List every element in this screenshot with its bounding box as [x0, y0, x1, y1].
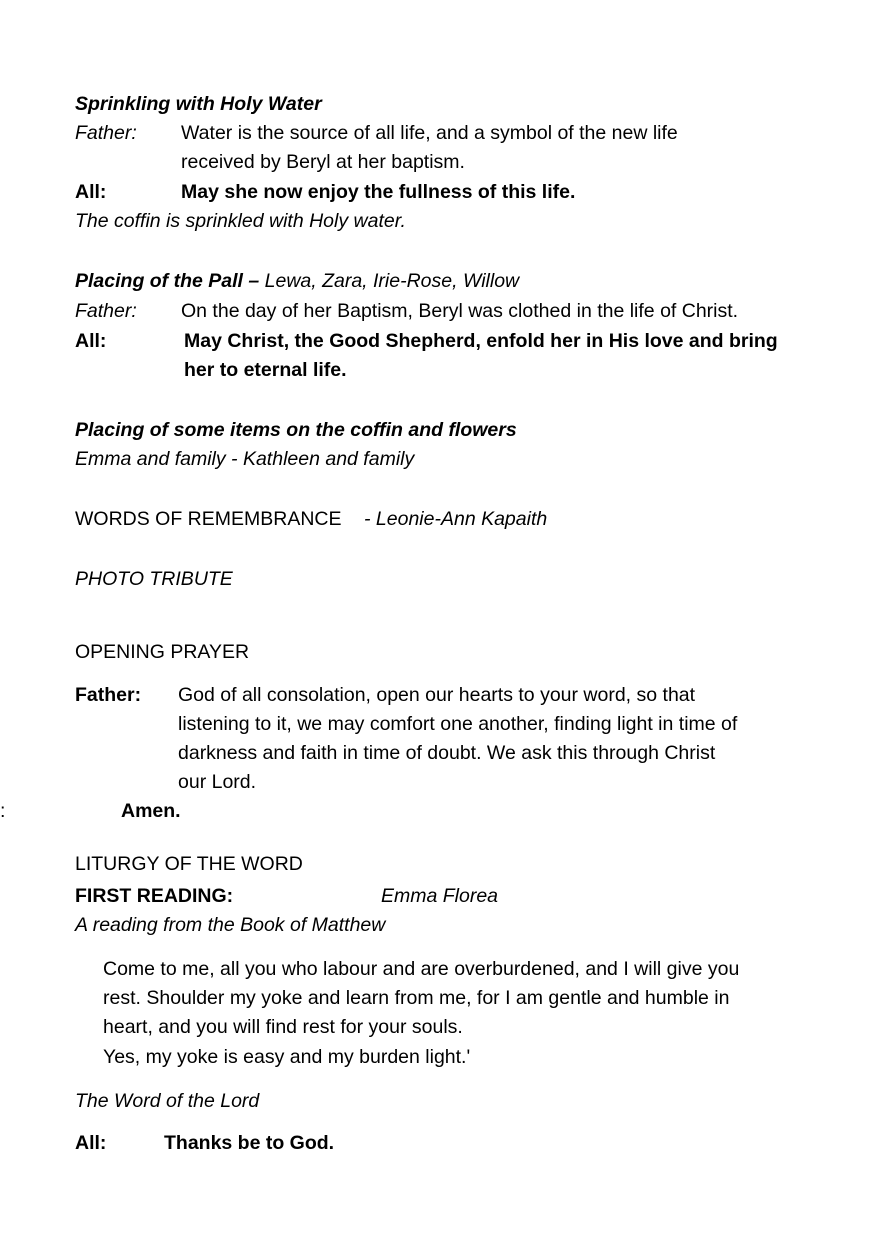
first-reading-label: FIRST READING: — [75, 885, 234, 907]
pall-father-label: Father: — [75, 300, 137, 322]
pall-all-label: All: — [75, 330, 107, 352]
sprinkling-all-label: All: — [75, 181, 107, 203]
pall-heading: Placing of the Pall – — [75, 270, 260, 292]
sprinkling-all-response: May she now enjoy the fullness of this life. — [181, 181, 576, 203]
pall-all-line-1: May Christ, the Good Shepherd, enfold her in His love and bring — [184, 330, 778, 352]
word-of-lord: The Word of the Lord — [75, 1090, 260, 1112]
sprinkling-father-label: Father: — [75, 122, 137, 144]
pall-all-line-2: her to eternal life. — [184, 359, 347, 381]
pall-heading-line — [75, 272, 519, 292]
opening-prayer-father-label: Father: — [75, 684, 142, 706]
items-names: Emma and family - Kathleen and family — [75, 448, 415, 470]
opening-prayer-line-4: our Lord. — [178, 771, 257, 793]
opening-prayer-line-2: listening to it, we may comfort one another, finding light in time of — [178, 713, 738, 735]
reading-line-3: heart, and you will find rest for your souls. — [103, 1016, 463, 1038]
reading-line-1: Come to me, all you who labour and are overburdened, and I will give you — [103, 958, 740, 980]
opening-prayer-line-1: God of all consolation, open our hearts to your word, so that — [178, 684, 696, 706]
opening-prayer-heading: OPENING PRAYER — [75, 641, 250, 663]
first-reading-reader: Emma Florea — [381, 885, 499, 907]
reading-line-2: rest. Shoulder my yoke and learn from me, for I am gentle and humble in — [103, 987, 730, 1009]
items-heading: Placing of some items on the coffin and flowers — [75, 419, 517, 441]
reading-source: A reading from the Book of Matthew — [75, 914, 386, 936]
pall-names: Lewa, Zara, Irie-Rose, Willow — [259, 270, 520, 292]
remembrance-heading: WORDS OF REMEMBRANCE — [75, 508, 342, 530]
liturgy-heading: LITURGY OF THE WORD — [75, 853, 303, 875]
margin-mark: : — [0, 800, 6, 822]
pall-father-text: On the day of her Baptism, Beryl was clothed in the life of Christ. — [181, 300, 739, 322]
reading-line-4: Yes, my yoke is easy and my burden light.' — [103, 1046, 471, 1068]
sprinkling-father-line-2: received by Beryl at her baptism. — [181, 151, 465, 173]
photo-tribute-heading: PHOTO TRIBUTE — [75, 568, 233, 590]
opening-prayer-amen: Amen. — [121, 800, 181, 822]
sprinkling-father-line-1: Water is the source of all life, and a symbol of the new life — [181, 122, 678, 144]
liturgy-all-label: All: — [75, 1132, 107, 1154]
remembrance-speaker: - Leonie-Ann Kapaith — [364, 508, 548, 530]
liturgy-all-response: Thanks be to God. — [164, 1132, 335, 1154]
opening-prayer-line-3: darkness and faith in time of doubt. We ask this through Christ — [178, 742, 716, 764]
sprinkling-rubric: The coffin is sprinkled with Holy water. — [75, 210, 406, 232]
sprinkling-heading: Sprinkling with Holy Water — [75, 93, 322, 115]
